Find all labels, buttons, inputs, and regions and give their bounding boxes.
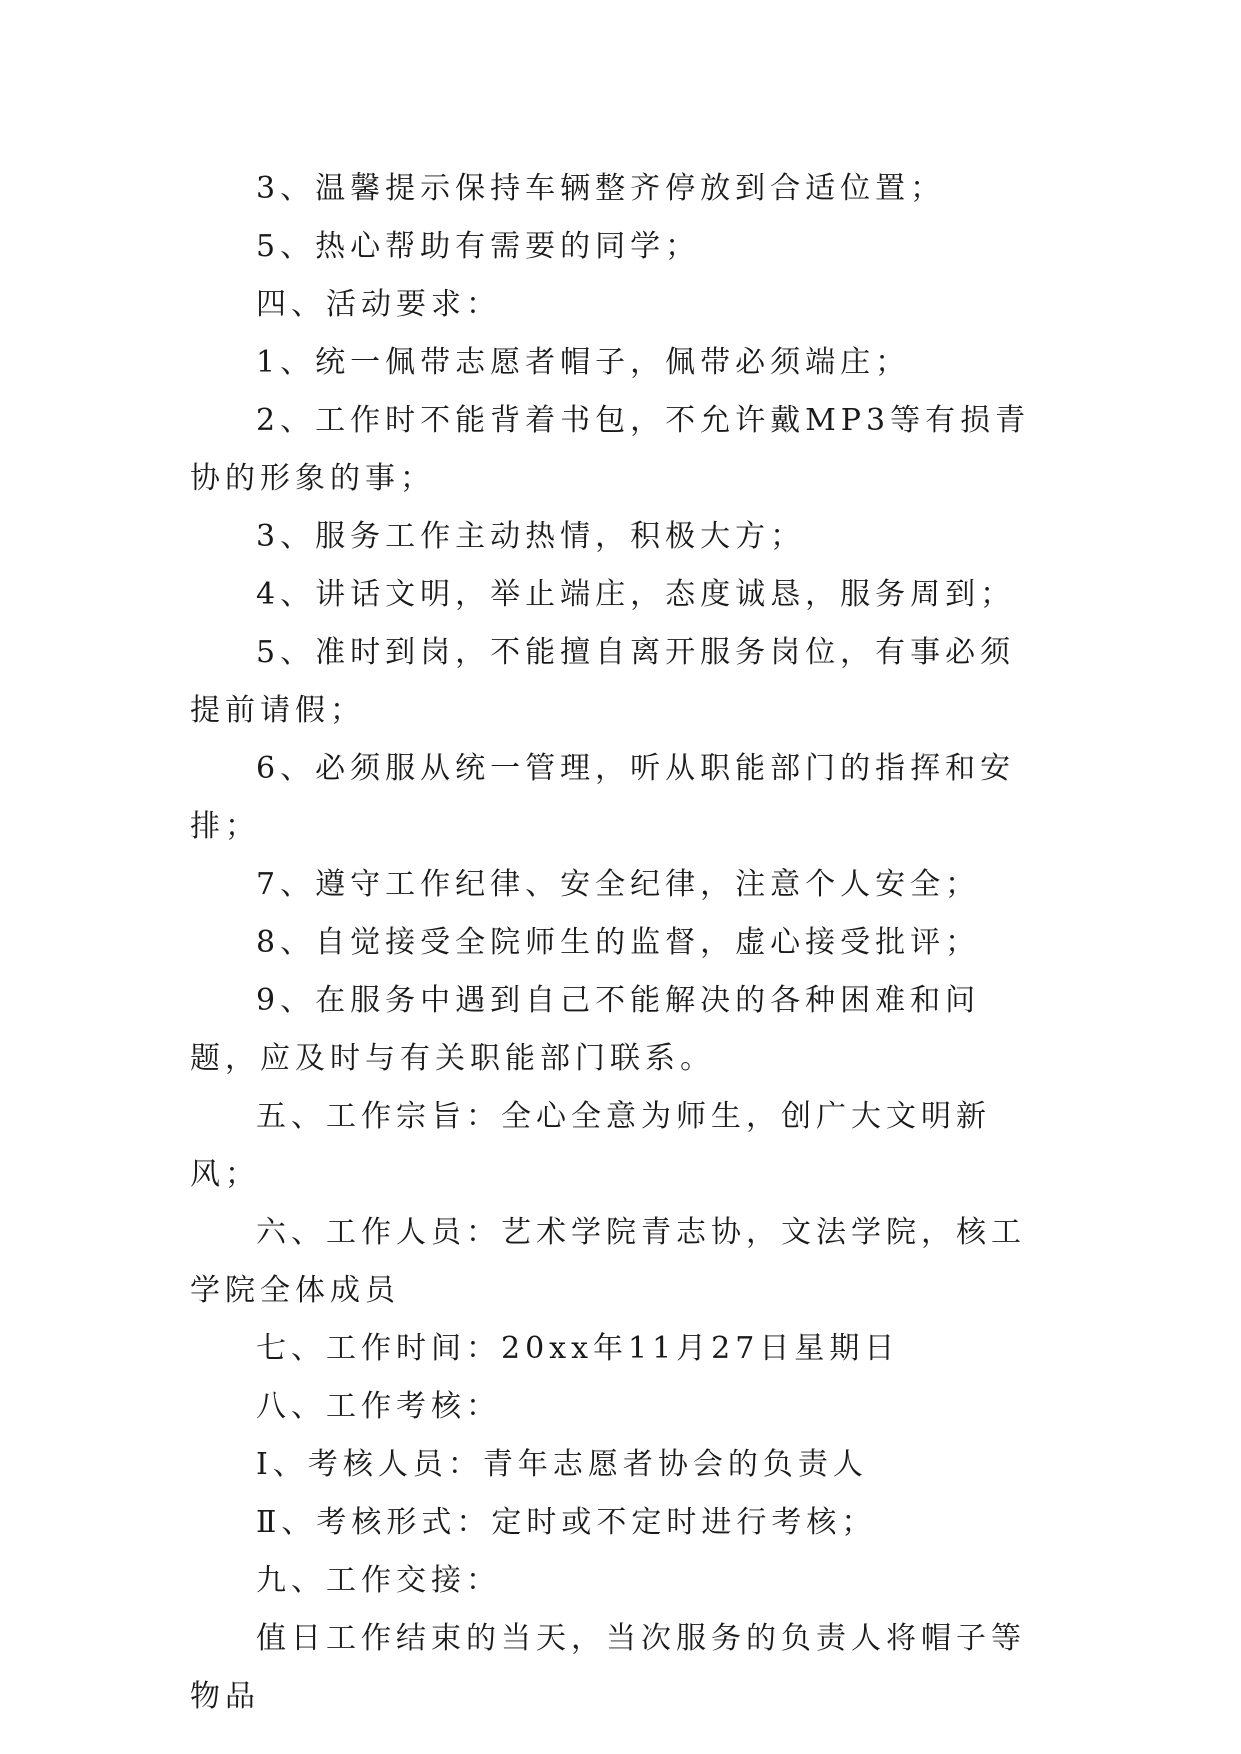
paragraph-tip-parking: 3、温馨提示保持车辆整齐停放到合适位置； xyxy=(256,171,946,206)
paragraph-assessment-personnel: Ⅰ、考核人员：青年志愿者协会的负责人 xyxy=(256,1447,868,1482)
section-heading-assessment: 八、工作考核： xyxy=(256,1389,501,1424)
paragraph-requirement-6: 6、必须服从统一管理，听从职能部门的指挥和安排； xyxy=(190,751,1016,844)
paragraph-requirement-9: 9、在服务中遇到自己不能解决的各种困难和问题，应及时与有关职能部门联系。 xyxy=(190,983,981,1076)
paragraph-help-students: 5、热心帮助有需要的同学； xyxy=(256,229,701,264)
section-heading-staff: 六、工作人员：艺术学院青志协，文法学院，核工学院全体成员 xyxy=(190,1215,1026,1308)
section-heading-time: 七、工作时间：20xx年11月27日星期日 xyxy=(256,1331,900,1366)
paragraph-requirement-7: 7、遵守工作纪律、安全纪律，注意个人安全； xyxy=(256,867,981,902)
section-heading-requirements: 四、活动要求： xyxy=(256,287,501,322)
paragraph-handover-detail: 值日工作结束的当天，当次服务的负责人将帽子等物品 xyxy=(190,1621,1026,1714)
paragraph-requirement-2: 2、工作时不能背着书包，不允许戴MP3等有损青协的形象的事； xyxy=(190,403,1031,496)
paragraph-assessment-form: Ⅱ、考核形式：定时或不定时进行考核； xyxy=(256,1505,877,1540)
section-heading-handover: 九、工作交接： xyxy=(256,1563,501,1598)
document-body xyxy=(190,160,1050,1726)
paragraph-requirement-4: 4、讲话文明，举止端庄，态度诚恳，服务周到； xyxy=(256,577,1016,612)
paragraph-requirement-8: 8、自觉接受全院师生的监督，虚心接受批评； xyxy=(256,925,981,960)
paragraph-requirement-5: 5、准时到岗，不能擅自离开服务岗位，有事必须提前请假； xyxy=(190,635,1016,728)
paragraph-requirement-3: 3、服务工作主动热情，积极大方； xyxy=(256,519,806,554)
section-heading-purpose: 五、工作宗旨：全心全意为师生，创广大文明新风； xyxy=(190,1099,991,1192)
paragraph-requirement-1: 1、统一佩带志愿者帽子，佩带必须端庄； xyxy=(256,345,911,380)
